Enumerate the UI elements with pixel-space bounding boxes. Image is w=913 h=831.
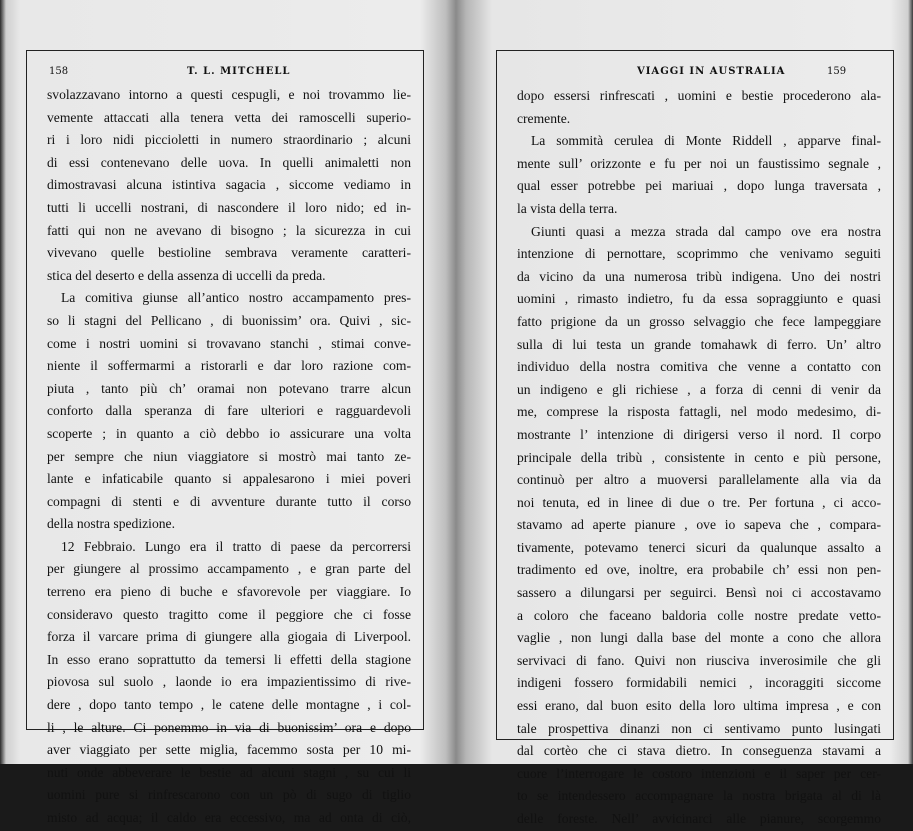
text-line: per giungere al prossimo accampamento , e gran parte del	[47, 561, 411, 577]
text-line: so li stagni del Pellicano , di buonissim’ ora. Quivi , sic-	[47, 312, 411, 328]
text-line: to se intendessero accompagnare la nostra brigata al di là	[517, 788, 881, 804]
text-line: piovosa sul suolo , laonde io era impazientissimo di rive-	[47, 674, 411, 690]
text-line: continuò per altro a muoversi parallelamente alla via da	[517, 472, 881, 488]
text-line: tale prospettiva dinanzi non ci sentivamo punto lusingati	[517, 720, 881, 736]
text-line: li , le alture. Ci ponemmo in via di buonissim’ ora e dopo	[47, 719, 411, 735]
text-line: svolazzavano intorno a questi cespugli, e noi trovammo lie-	[47, 87, 411, 102]
text-line: da vicino da una numerosa tribù indigena. Uno dei nostri	[517, 268, 881, 284]
text-line: tivamente, potevamo tenerci sicuri da qualunque assalto a	[517, 539, 881, 555]
text-line: di essi contenevano delle uova. In quelli animaletti non	[47, 154, 411, 170]
text-line: dal cortèo che ci stava dietro. In conseguenza stavami a	[517, 743, 881, 759]
text-line: sassero a dilungarsi per seguirci. Bensì noi ci accostavamo	[517, 585, 881, 601]
text-line: tutti li uccelli nostrani, di nascondere il loro nido; ed in-	[47, 199, 411, 215]
text-line: nuti onde abbeverare le bestie ad alcuni stagni , su cui li	[47, 764, 411, 780]
text-line: terreno era pieno di buche e sfavorevole per viaggiare. Io	[47, 584, 411, 600]
right-page-body	[517, 85, 881, 831]
right-page	[496, 50, 894, 826]
text-line: la vista della terra.	[517, 200, 618, 216]
text-line: qual esser potrebbe pei mariuai , dopo lunga traversata ,	[517, 178, 881, 194]
left-page	[26, 50, 424, 825]
text-line: lante e infaticabile quanto si appalesarono i miei poveri	[47, 471, 411, 487]
left-page-body	[47, 84, 411, 830]
text-line: ri i loro nidi piccioletti in numero straordinario ; alcuni	[47, 132, 411, 148]
text-line: dere , dopo tanto tempo , le catene delle montagne , i col-	[47, 697, 411, 713]
text-line: scoperte ; in quanto a ciò debbo io assicurare una volta	[47, 425, 411, 441]
text-line: compagni di stenti e di avventure durante tutto il corso	[47, 493, 411, 509]
text-line: dopo essersi rinfrescati , uomini e bestie procederono ala-	[517, 88, 881, 103]
text-line: dimostravasi alcuna istintiva sagacia , siccome vediamo in	[47, 177, 411, 193]
text-line: a coloro che faceano baldoria colle nostre predate vetto-	[517, 607, 881, 623]
text-line: niente il soffermarmi a ristorarli e dar loro razione com-	[47, 358, 411, 374]
text-line: Giunti quasi a mezza strada dal campo ove era nostra	[531, 223, 881, 239]
text-line: delle foreste. Nell’ avvicinarci alle pianure, scorgemmo	[517, 811, 881, 826]
left-page-number: 158	[49, 66, 69, 77]
text-line: per sempre che niun viaggiatore si mostrò mai tanto ze-	[47, 448, 411, 464]
text-line: 12 Febbraio. Lungo era il tratto di paese da percorrersi	[61, 538, 411, 554]
text-line: indigeni fossero formidabili nemici , incoraggiti siccome	[517, 675, 881, 691]
text-line: conforto dalla speranza di fare ulteriori e ragguardevoli	[47, 403, 411, 419]
text-line: un indigeno e gli richiese , a forza di cenni di venir da	[517, 381, 881, 397]
right-running-head: VIAGGI IN AUSTRALIA	[637, 66, 786, 77]
text-line: vemente attaccati alla tenera vetta dei ramoscelli superio-	[47, 109, 411, 125]
text-line: cremente.	[517, 110, 571, 126]
text-line: consideravo questo tragitto come il peggiore che ci fosse	[47, 606, 411, 622]
text-line: tradimento ed ove, inoltre, era probabile ch’ essi non pen-	[517, 562, 881, 578]
text-line: La comitiva giunse all’antico nostro accampamento pres-	[61, 290, 411, 306]
text-line: servivaci di fano. Quivi non riusciva inverosimile che gli	[517, 652, 881, 668]
text-line: forza il varcare prima di giungere alla giogaia di Liverpool.	[47, 629, 411, 645]
text-line: stica del deserto e della assenza di uccelli da preda.	[47, 267, 326, 283]
text-line: della nostra spedizione.	[47, 516, 175, 532]
text-line: stavamo ad aperte pianure , ove io sapeva che , compara-	[517, 517, 881, 533]
text-line: come i nostri uomini si trovavano stanchi , stimai conve-	[47, 335, 411, 351]
text-line: essi erano, dal buon esito della loro ultima impresa , e con	[517, 698, 881, 714]
text-line: individuo della nostra comitiva che venne a contatto con	[517, 359, 881, 375]
text-line: intenzione di pernottare, scoprimmo che venivamo seguiti	[517, 246, 881, 262]
text-line: misto ad acqua; il caldo era eccessivo, ma ad onta di ciò,	[47, 810, 411, 825]
right-page-number: 159	[827, 66, 847, 77]
text-line: fatto prigione da un grosso selvaggio che fece lampeggiare	[517, 313, 881, 329]
text-line: uomini , rimasto indietro, fu da essa sopraggiunto e quasi	[517, 291, 881, 307]
text-line: In esso erano soprattutto da temersi li effetti della stagione	[47, 651, 411, 667]
text-line: piuta , tanto più ch’ oramai non potevano trarre alcun	[47, 380, 411, 396]
text-line: sulla di lui testa un grande tomahawk di ferro. Un’ altro	[517, 336, 881, 352]
text-line: aver viaggiato per sette miglia, facemmo sosta per 10 mi-	[47, 742, 411, 758]
text-line: mente sull’ orizzonte e fu per noi un faustissimo segnale ,	[517, 155, 881, 171]
text-line: La sommità cerulea di Monte Riddell , apparve final-	[531, 133, 881, 149]
text-line: vaglie , non lungi dalla base del monte a cono che allora	[517, 630, 881, 646]
text-line: noi tenuta, ed in linee di due o tre. Per fortuna , ci acco-	[517, 494, 881, 510]
text-line: uomini pure si rinfrescarono con un pò di sugo di tiglio	[47, 787, 411, 803]
text-line: principale della tribù , consistente in cento e più persone,	[517, 449, 881, 465]
text-line: vivevano quelle bestioline sembrava veramente caratteri-	[47, 245, 411, 261]
left-running-head: T. L. MITCHELL	[187, 66, 291, 77]
text-line: mostrante l’ intenzione di dirigersi verso il nord. Il corpo	[517, 426, 881, 442]
text-line: cuore l’interrogare le costoro intenzioni e il saper per cer-	[517, 765, 881, 781]
text-line: me, comprese la risposta fattagli, nel modo medesimo, di-	[517, 404, 881, 420]
text-line: fatti qui non ne avevano di bisogno ; la sicurezza in cui	[47, 222, 411, 238]
